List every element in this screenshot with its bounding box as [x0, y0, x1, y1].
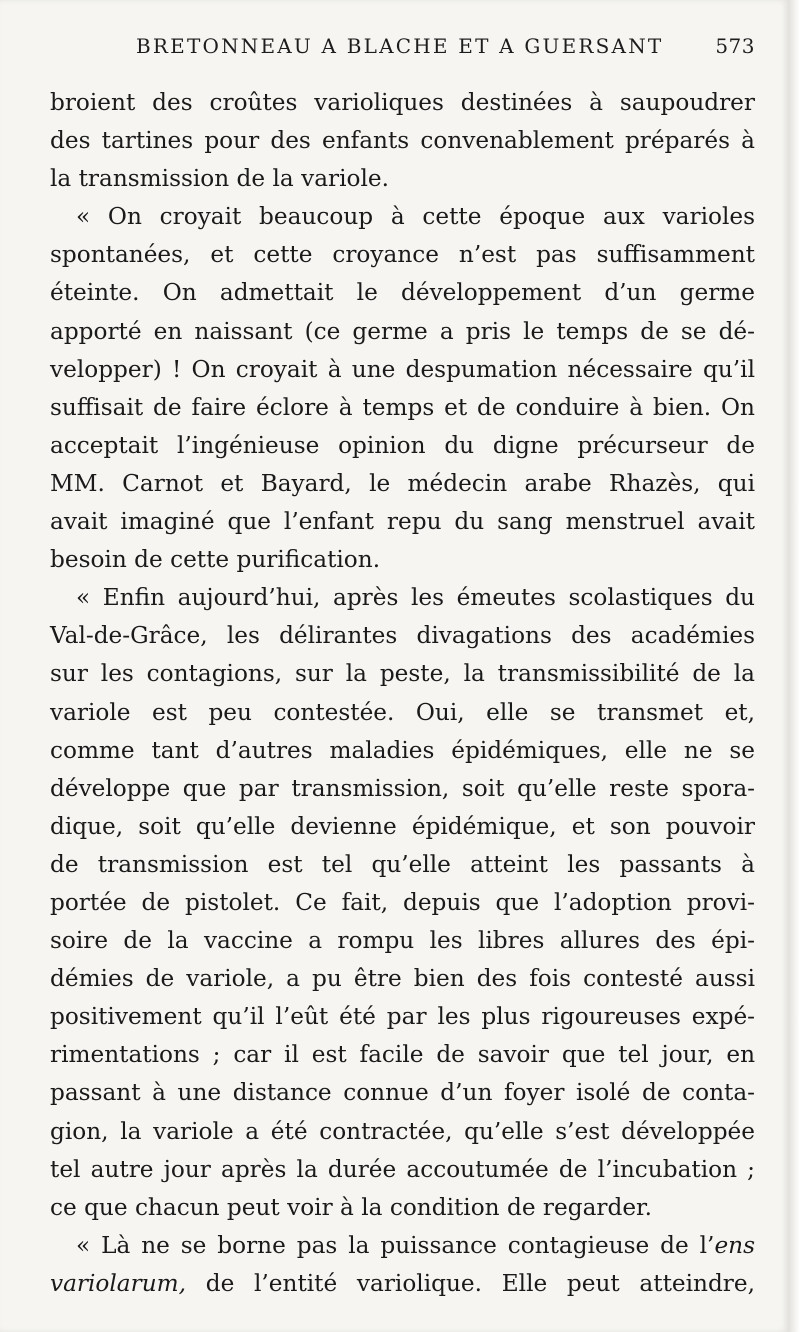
text-line: soire de la vaccine a rompu les libres allures des épi-: [50, 927, 755, 955]
text-line: développe que par transmission, soit qu’elle reste spora-: [50, 774, 755, 802]
text-line: démies de variole, a pu être bien des fois contesté aussi: [50, 965, 755, 993]
text-line: ce que chacun peut voir à la condition de regarder.: [50, 1193, 652, 1221]
text-line: MM. Carnot et Bayard, le médecin arabe Rhazès, qui: [50, 469, 755, 497]
text-line: « Enfin aujourd’hui, après les émeutes scolastiques du: [76, 584, 755, 612]
text-run: de l’entité variolique. Elle peut atteindre,: [186, 1269, 755, 1297]
italic-term: ens: [714, 1231, 755, 1259]
text-line: Val-de-Grâce, les délirantes divagations des académies: [50, 622, 755, 650]
body-text: [50, 84, 755, 1303]
text-line: besoin de cette purification.: [50, 546, 381, 574]
page-number: 573: [715, 34, 755, 58]
text-line: [50, 1265, 755, 1303]
text-line: sur les contagions, sur la peste, la transmissibilité de la: [50, 660, 755, 688]
running-head: [50, 34, 755, 60]
text-line: « On croyait beaucoup à cette époque aux varioles: [76, 203, 755, 231]
italic-term: variolarum,: [50, 1269, 187, 1297]
text-line: portée de pistolet. Ce fait, depuis que l’adoption provi-: [50, 888, 755, 916]
text-line: apporté en naissant (ce germe a pris le temps de se dé-: [50, 317, 755, 345]
page-edge: [788, 0, 800, 1332]
text-line: comme tant d’autres maladies épidémiques, elle ne se: [50, 736, 755, 764]
text-line: acceptait l’ingénieuse opinion du digne précurseur de: [50, 431, 755, 459]
text-line: velopper) ! On croyait à une despumation nécessaire qu’il: [50, 355, 755, 383]
text-line: la transmission de la variole.: [50, 165, 389, 193]
text-line: de transmission est tel qu’elle atteint les passants à: [50, 850, 755, 878]
text-line: dique, soit qu’elle devienne épidémique, et son pouvoir: [50, 812, 755, 840]
text-line: [50, 1227, 755, 1265]
text-line: gion, la variole a été contractée, qu’elle s’est développée: [50, 1117, 755, 1145]
text-line: éteinte. On admettait le développement d’un germe: [50, 279, 755, 307]
running-title: BRETONNEAU A BLACHE ET A GUERSANT: [136, 34, 664, 58]
text-line: rimentations ; car il est facile de savoir que tel jour, en: [50, 1041, 755, 1069]
text-run: « Là ne se borne pas la puissance contagieuse de l’: [76, 1231, 715, 1259]
text-line: avait imaginé que l’enfant repu du sang menstruel avait: [50, 508, 755, 536]
text-line: positivement qu’il l’eût été par les plus rigoureuses expé-: [50, 1003, 755, 1031]
text-line: variole est peu contestée. Oui, elle se transmet et,: [50, 698, 755, 726]
text-line: spontanées, et cette croyance n’est pas suffisamment: [50, 241, 755, 269]
text-line: des tartines pour des enfants convenablement préparés à: [50, 127, 755, 155]
text-line: suffisait de faire éclore à temps et de conduire à bien. On: [50, 393, 755, 421]
text-line: passant à une distance connue d’un foyer isolé de conta-: [50, 1079, 755, 1107]
text-line: tel autre jour après la durée accoutumée de l’incubation ;: [50, 1155, 755, 1183]
text-line: broient des croûtes varioliques destinées à saupoudrer: [50, 89, 755, 116]
